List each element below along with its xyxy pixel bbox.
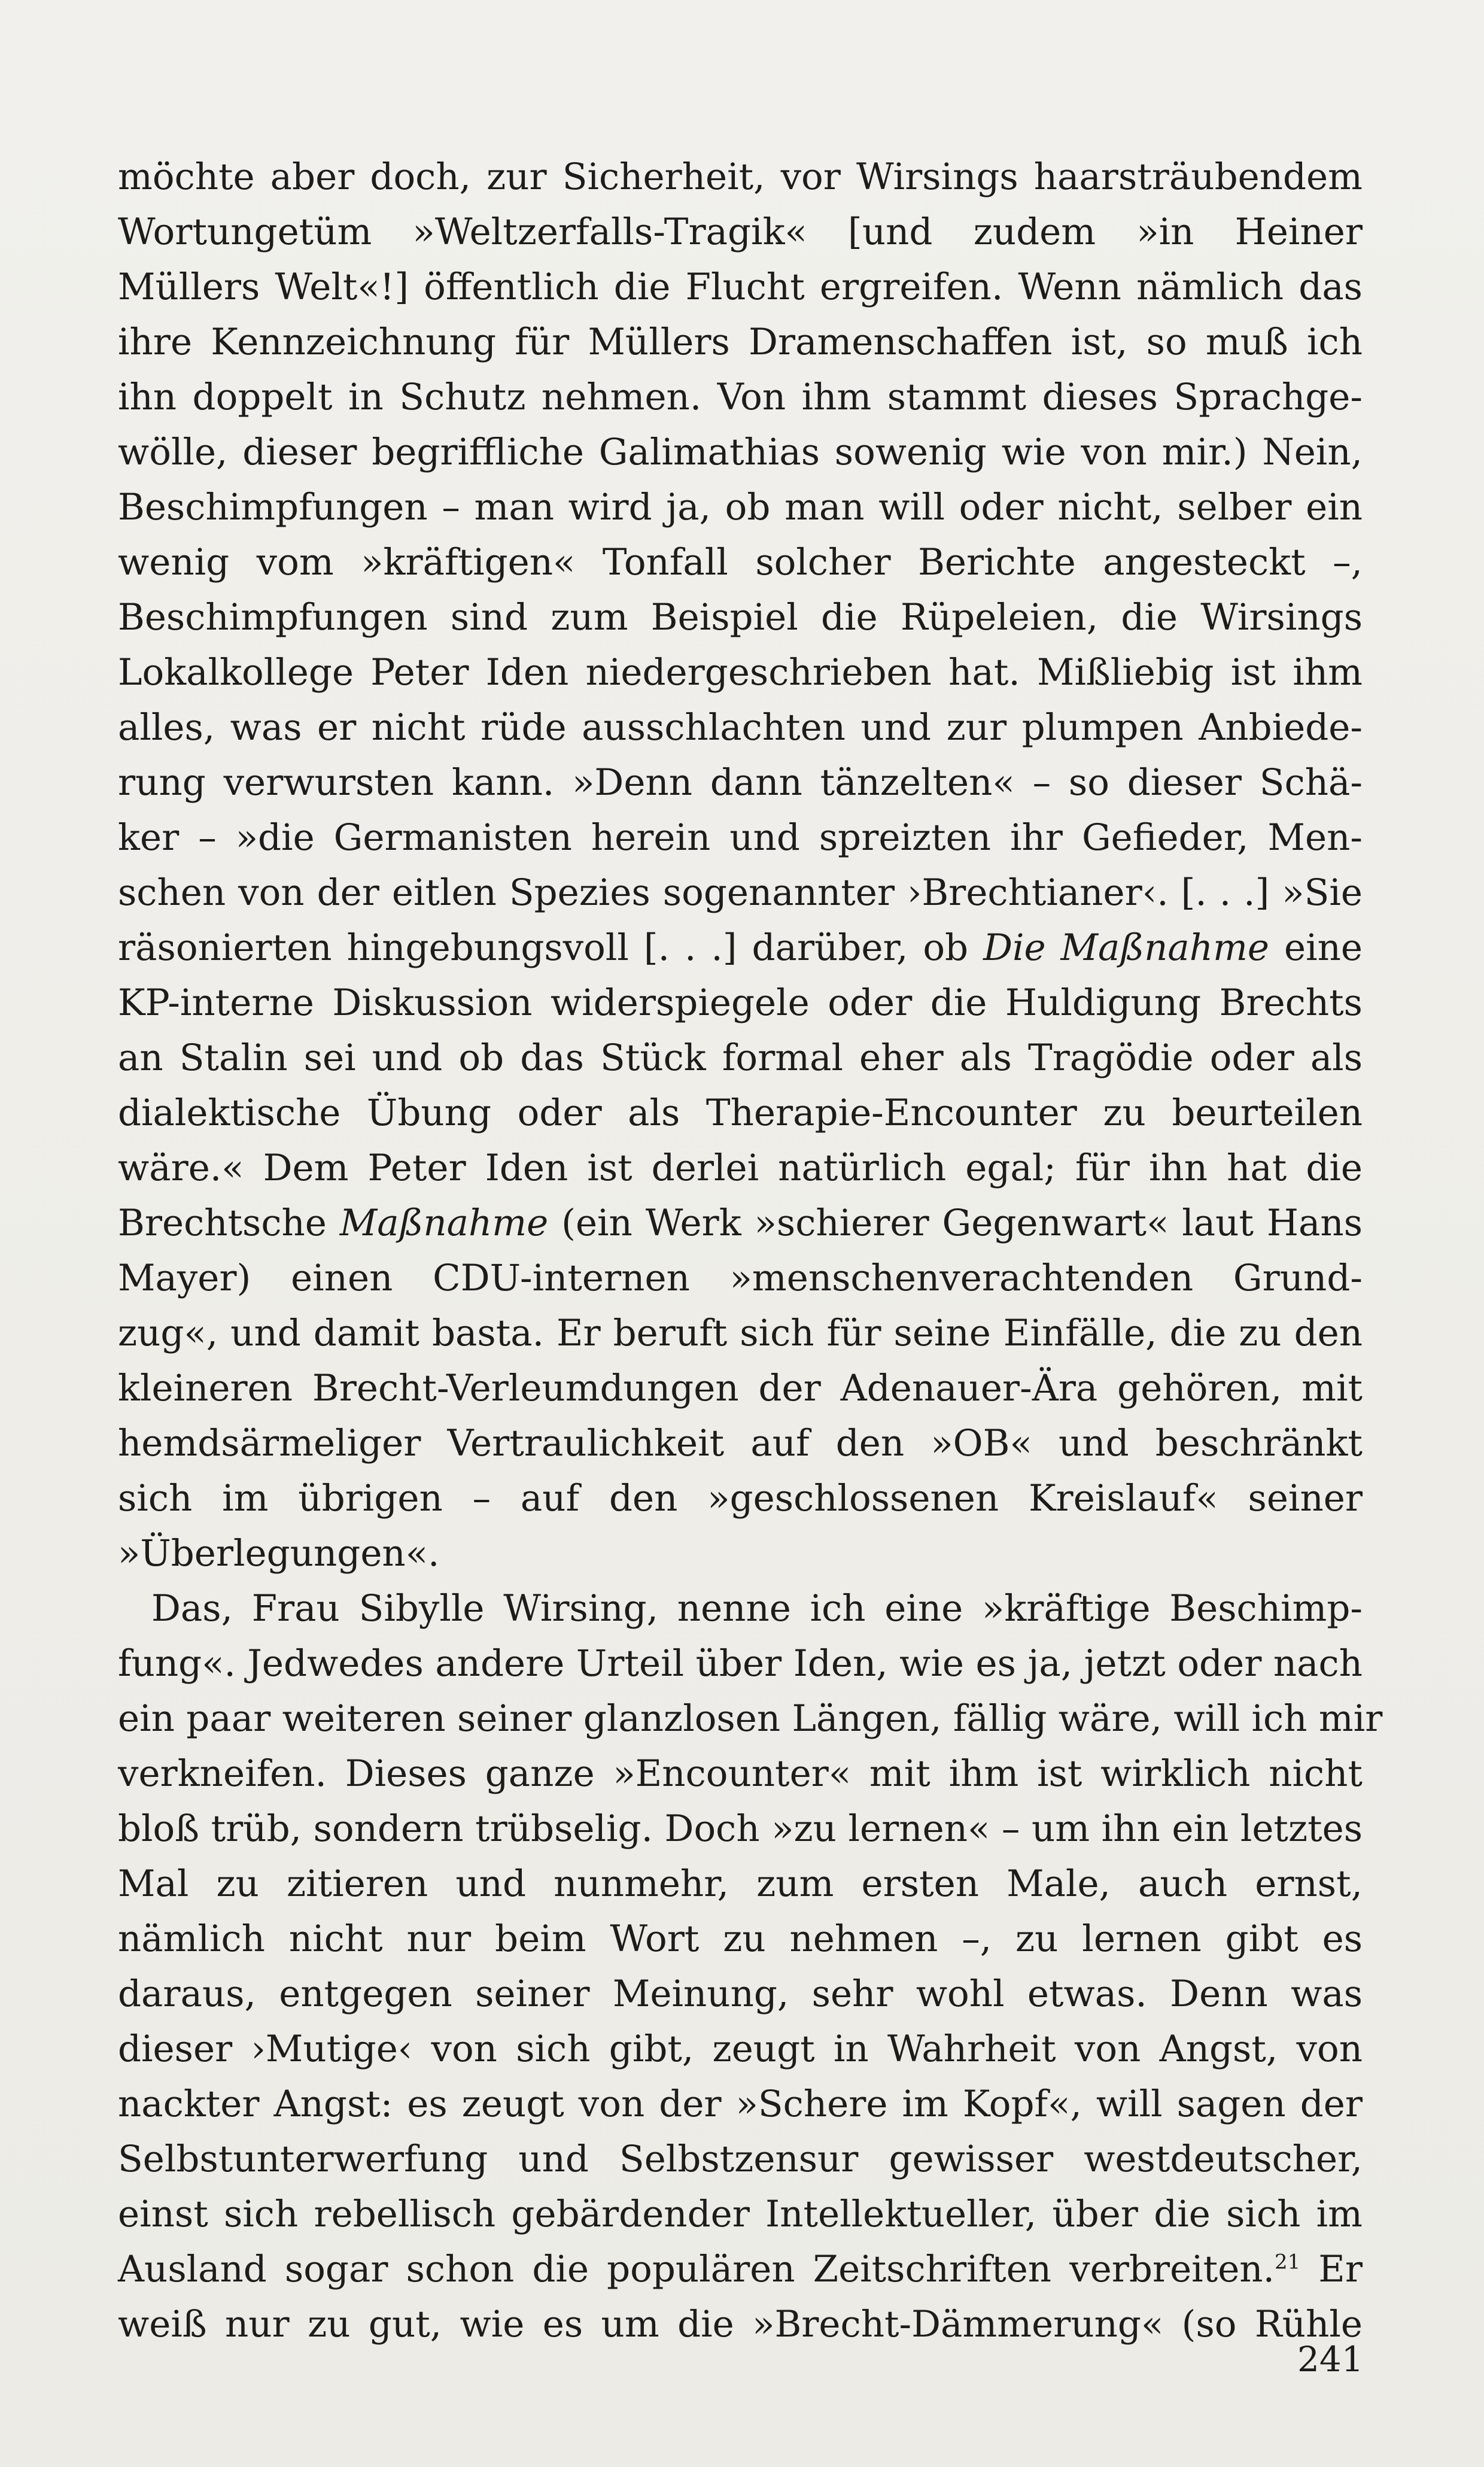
text-line: Beschimpfungen – man wird ja, ob man will oder nicht, selber ein [118,486,1363,528]
text-line: ker – »die Germanisten herein und spreizten ihr Gefieder, Men- [118,816,1363,859]
text-line: schen von der eitlen Spezies sogenannter ›Brechtianer‹. [. . .] »Sie [118,871,1363,914]
text-line: ihn doppelt in Schutz nehmen. Von ihm stammt dieses Sprachge- [118,376,1363,418]
text-line: fung«. Jedwedes andere Urteil über Iden, wie es ja, jetzt oder nach [118,1642,1363,1685]
text-line: Wortungetüm »Weltzerfalls-Tragik« [und zudem »in Heiner [118,211,1363,253]
text-line: hemdsärmeliger Vertraulichkeit auf den »OB« und beschränkt [118,1422,1363,1465]
text-line: einst sich rebellisch gebärdender Intellektueller, über die sich im [118,2193,1363,2235]
text-line: möchte aber doch, zur Sicherheit, vor Wirsings haarsträubendem [118,156,1363,198]
text-segment: räsonierten hingebungsvoll [. . .] darüber, ob [118,926,984,969]
text-line: daraus, entgegen seiner Meinung, sehr wohl etwas. Denn was [118,1973,1363,2015]
text-line: ein paar weiteren seiner glanzlosen Längen, fällig wäre, will ich mir [118,1697,1383,1740]
text-line: wölle, dieser begriffliche Galimathias sowenig wie von mir.) Nein, [118,431,1363,473]
text-line: dieser ›Mutige‹ von sich gibt, zeugt in Wahrheit von Angst, von [118,2028,1363,2070]
text-line: sich im übrigen – auf den »geschlossenen Kreislauf« seiner [118,1477,1363,1520]
text-line: bloß trüb, sondern trübselig. Doch »zu lernen« – um ihn ein letztes [118,1807,1363,1850]
text-line [118,920,1363,976]
text-line: nackter Angst: es zeugt von der »Schere im Kopf«, will sagen der [118,2083,1363,2125]
text-line: verkneifen. Dieses ganze »Encounter« mit ihm ist wirklich nicht [118,1752,1363,1795]
text-line: alles, was er nicht rüde ausschlachten und zur plumpen Anbiede- [118,706,1363,749]
text-line: an Stalin sei und ob das Stück formal eher als Tragödie oder als [118,1037,1363,1079]
text-line [118,2242,1363,2297]
text-line: ihre Kennzeichnung für Müllers Dramenschaffen ist, so muß ich [118,321,1363,363]
text-line: Selbstunterwerfung und Selbstzensur gewisser westdeutscher, [118,2138,1363,2180]
text-line: wenig vom »kräftigen« Tonfall solcher Berichte angesteckt –, [118,541,1363,584]
text-line: weiß nur zu gut, wie es um die »Brecht-Dämmerung« (so Rühle [118,2303,1363,2346]
work-title-italic: Maßnahme [339,1202,549,1244]
text-line: wäre.« Dem Peter Iden ist derlei natürlich egal; für ihn hat die [118,1147,1363,1189]
footnote-marker[interactable]: 21 [1274,2250,1301,2274]
text-line: kleineren Brecht-Verleumdungen der Adenauer-Ära gehören, mit [118,1367,1363,1409]
text-line: nämlich nicht nur beim Wort zu nehmen –, zu lernen gibt es [118,1918,1363,1960]
text-line: Lokalkollege Peter Iden niedergeschrieben hat. Mißliebig ist ihm [118,651,1363,694]
paragraph-first-line: Das, Frau Sibylle Wirsing, nenne ich eine »kräftige Beschimp- [151,1587,1363,1630]
text-segment: Er [1300,2248,1363,2290]
text-line: rung verwursten kann. »Denn dann tänzelten« – so dieser Schä- [118,761,1363,804]
text-segment: Ausland sogar schon die populären Zeitschriften verbreiten. [118,2248,1275,2290]
text-segment: eine [1269,926,1363,969]
work-title-italic: Die Maßnahme [983,926,1270,969]
text-line: Mal zu zitieren und nunmehr, zum ersten Male, auch ernst, [118,1863,1363,1905]
text-line: Mayer) einen CDU-internen »menschenverachtenden Grund- [118,1257,1363,1299]
text-segment: (ein Werk »schierer Gegenwart« laut Hans [548,1202,1363,1244]
page-number: 241 [1297,2339,1364,2380]
text-segment: Brechtsche [118,1202,340,1244]
text-line: zug«, und damit basta. Er beruft sich für seine Einfälle, die zu den [118,1312,1363,1354]
text-line: Müllers Welt«!] öffentlich die Flucht ergreifen. Wenn nämlich das [118,266,1363,308]
text-line: »Überlegungen«. [118,1532,440,1575]
text-line: Beschimpfungen sind zum Beispiel die Rüpeleien, die Wirsings [118,596,1363,639]
text-line: dialektische Übung oder als Therapie-Encounter zu beurteilen [118,1092,1363,1134]
text-line [118,1196,1363,1251]
body-text [118,150,1383,2352]
text-line: KP-interne Diskussion widerspiegele oder die Huldigung Brechts [118,982,1363,1024]
